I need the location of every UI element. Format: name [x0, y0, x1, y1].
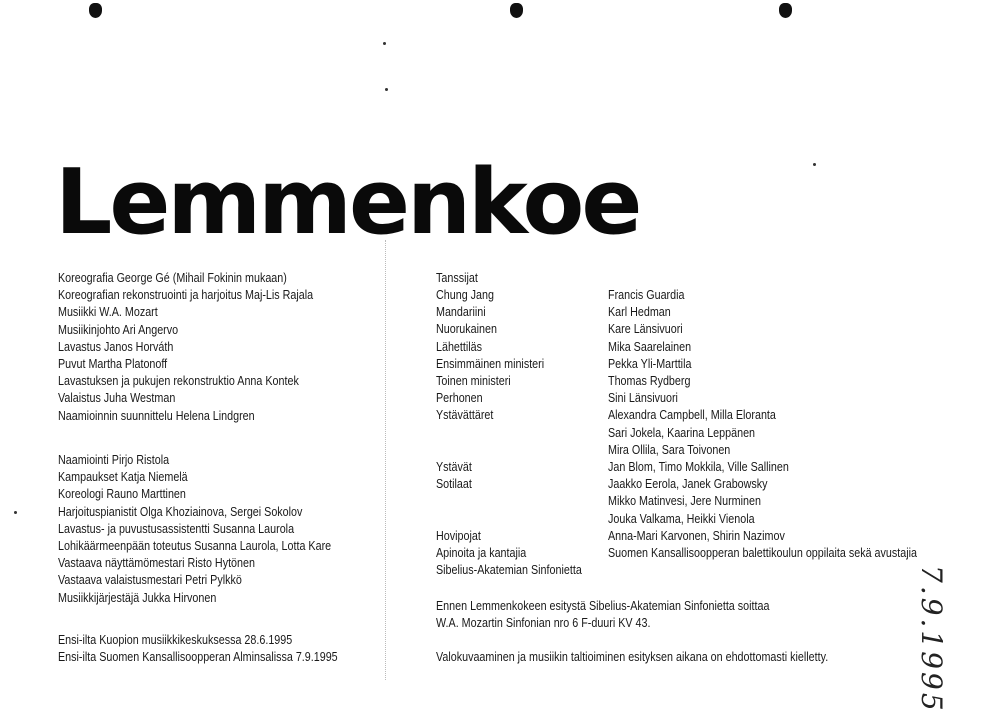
assistant-line: Lavastus- ja puvustusassistentti Susanna Laurola — [58, 521, 295, 536]
dancer-list — [608, 528, 785, 545]
role-name: Sibelius-Akatemian Sinfonietta — [436, 563, 582, 578]
dancer-line: Karl Hedman — [608, 305, 671, 320]
dancer-list — [608, 356, 691, 373]
sinfonia-note-line: Ennen Lemmenkokeen esitystä Sibelius-Akatemian Sinfonietta soittaa — [436, 599, 770, 613]
assistant-line: Koreologi Rauno Marttinen — [58, 487, 186, 502]
dancer-list — [608, 304, 671, 321]
dancer-line: Mikko Matinvesi, Jere Nurminen — [608, 494, 761, 509]
credit-line: Naamioinnin suunnittelu Helena Lindgren — [58, 408, 255, 423]
dancer-line: Alexandra Campbell, Milla Eloranta — [608, 408, 776, 423]
binder-hole — [89, 3, 102, 18]
notes — [436, 598, 828, 667]
page-title: Lemmenkoe — [55, 150, 640, 255]
assistant-line: Harjoituspianistit Olga Khoziainova, Sergei Sokolov — [58, 504, 303, 519]
role-name: Ystävät — [436, 460, 472, 475]
role-name: Hovipojat — [436, 528, 481, 543]
credit-line: Lavastus Janos Horváth — [58, 339, 174, 354]
dancer-line: Mira Ollila, Sara Toivonen — [608, 442, 731, 457]
dancer-line: Suomen Kansallisoopperan balettikoulun oppilaita sekä avustajia — [608, 546, 917, 561]
dancer-line: Kare Länsivuori — [608, 322, 683, 337]
assistant-line: Kampaukset Katja Niemelä — [58, 470, 188, 485]
dancer-line: Jan Blom, Timo Mokkila, Ville Sallinen — [608, 460, 789, 475]
cast-row — [436, 459, 917, 476]
dancer-list — [608, 287, 684, 304]
role-name: Mandariini — [436, 305, 486, 320]
dancer-line: Jaakko Eerola, Janek Grabowsky — [608, 477, 768, 492]
role-name: Perhonen — [436, 391, 483, 406]
dancer-line: Francis Guardia — [608, 288, 685, 302]
premiere-line: Ensi-ilta Suomen Kansallisoopperan Alminsalissa 7.9.1995 — [58, 650, 338, 665]
credits-list — [58, 270, 313, 425]
cast-row — [436, 304, 917, 321]
cast-row — [436, 390, 917, 407]
dancer-list — [608, 459, 789, 476]
dancer-list — [608, 373, 690, 390]
dancer-list — [608, 476, 768, 528]
dancer-list — [608, 339, 691, 356]
cast-row — [436, 545, 917, 562]
cast-row — [436, 476, 917, 528]
credit-line: Musiikinjohto Ari Angervo — [58, 322, 179, 337]
photo-warning: Valokuvaaminen ja musiikin taltioiminen esityksen aikana on ehdottomasti kielletty. — [436, 650, 829, 665]
cast-row — [436, 287, 917, 304]
role-name: Ystävättäret — [436, 408, 494, 423]
role-name: Lähettiläs — [436, 339, 483, 354]
sinfonia-note-line: W.A. Mozartin Sinfonian nro 6 F-duuri KV 43. — [436, 616, 651, 631]
credit-line: Valaistus Juha Westman — [58, 391, 176, 406]
role-name: Apinoita ja kantajia — [436, 546, 527, 561]
dancer-line: Pekka Yli-Marttila — [608, 356, 692, 371]
scan-speck — [813, 163, 816, 166]
credit-line: Koreografian rekonstruointi ja harjoitus Maj-Lis Rajala — [58, 288, 314, 303]
assistant-line: Lohikäärmeenpään toteutus Susanna Laurola, Lotta Kare — [58, 539, 332, 554]
binder-hole — [510, 3, 523, 18]
dancer-line: Sini Länsivuori — [608, 391, 678, 406]
cast-table — [436, 287, 917, 579]
role-name: Sotilaat — [436, 477, 472, 492]
cast-heading: Tanssijat — [436, 271, 478, 285]
assistant-line: Musiikkijärjestäjä Jukka Hirvonen — [58, 590, 217, 605]
page-fold — [385, 240, 387, 680]
credit-line: Koreografia George Gé (Mihail Fokinin mukaan) — [58, 271, 287, 285]
scan-speck — [385, 88, 388, 91]
premiere-list — [58, 632, 338, 666]
dancer-list — [608, 321, 683, 338]
dancer-line: Anna-Mari Karvonen, Shirin Nazimov — [608, 528, 785, 543]
assistant-line: Naamiointi Pirjo Ristola — [58, 453, 170, 467]
assistant-line: Vastaava valaistusmestari Petri Pylkkö — [58, 573, 242, 588]
dancer-line: Thomas Rydberg — [608, 374, 691, 389]
sinfonia-note — [436, 598, 828, 632]
dancer-list — [608, 545, 917, 562]
scan-speck — [383, 42, 386, 45]
credit-line: Puvut Martha Platonoff — [58, 357, 168, 372]
premiere-line: Ensi-ilta Kuopion musiikkikeskuksessa 28.6.1995 — [58, 633, 293, 647]
assistant-line: Vastaava näyttämömestari Risto Hytönen — [58, 556, 255, 571]
credit-line: Lavastuksen ja pukujen rekonstruktio Anna Kontek — [58, 374, 299, 389]
binder-hole — [779, 3, 792, 18]
cast-row — [436, 528, 917, 545]
cast-row — [436, 562, 917, 579]
role-name: Ensimmäinen ministeri — [436, 356, 545, 371]
assistants-list — [58, 452, 331, 607]
dancer-line: Jouka Valkama, Heikki Vienola — [608, 511, 755, 526]
cast-row — [436, 356, 917, 373]
dancer-line: Sari Jokela, Kaarina Leppänen — [608, 425, 756, 440]
credit-line: Musiikki W.A. Mozart — [58, 305, 158, 320]
handwritten-date: 7.9.1995 — [915, 565, 948, 714]
cast-row — [436, 339, 917, 356]
dancer-line: Mika Saarelainen — [608, 339, 692, 354]
role-name: Chung Jang — [436, 288, 494, 302]
cast-row — [436, 407, 917, 459]
role-name: Nuorukainen — [436, 322, 497, 337]
role-name: Toinen ministeri — [436, 374, 511, 389]
scan-speck — [14, 511, 17, 514]
cast-row — [436, 321, 917, 338]
dancer-list — [608, 390, 678, 407]
dancer-list — [608, 407, 776, 459]
cast-row — [436, 373, 917, 390]
